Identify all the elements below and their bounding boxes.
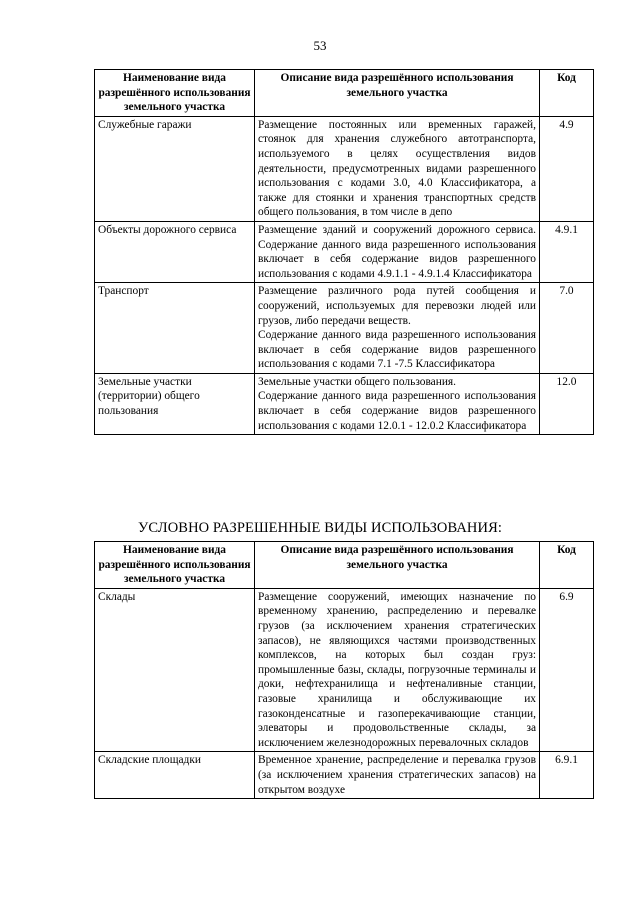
header-code: Код	[540, 542, 594, 589]
table-row	[95, 221, 594, 282]
permitted-use-table	[94, 69, 594, 435]
use-code: 6.9.1	[540, 752, 594, 799]
use-description-part: Размещение различного рода путей сообщения и сооружений, используемых для перевозки людей или грузов, либо передачи веществ.	[258, 285, 536, 327]
use-description-part: Земельные участки общего пользования.	[258, 375, 457, 388]
use-description-part: Содержание данного вида разрешенного использования включает в себя содержание видов разрешенного использования с кодами 7.1 -7.5 Классификатора	[258, 329, 536, 371]
use-description	[255, 283, 540, 374]
use-name: Служебные гаражи	[95, 116, 255, 221]
section-title: УСЛОВНО РАЗРЕШЕННЫЕ ВИДЫ ИСПОЛЬЗОВАНИЯ:	[138, 520, 502, 536]
use-name: Земельные участки (территории) общего пользования	[95, 373, 255, 434]
use-name: Склады	[95, 588, 255, 752]
use-name: Объекты дорожного сервиса	[95, 221, 255, 282]
use-description: Размещение сооружений, имеющих назначение по временному хранению, распределению и перевалке грузов (за исключением хранения стратегических запасов), не являющихся частями производственных комплексов, на которых был создан груз: промышленные базы, склады, погрузочные терминалы и доки, нефтехранилища и нефтеналивные станции, газовые хранилища и обслуживающие их газоконденсатные и газоперекачивающие станции, элеваторы и продовольственные склады, за исключением железнодорожных перевалочных складов	[255, 588, 540, 752]
use-code: 4.9	[540, 116, 594, 221]
header-name: Наименование вида разрешённого использования земельного участка	[95, 542, 255, 589]
header-name: Наименование вида разрешённого использования земельного участка	[95, 70, 255, 117]
page-number: 53	[313, 38, 327, 53]
header-description: Описание вида разрешённого использования земельного участка	[255, 70, 540, 117]
table-row	[95, 116, 594, 221]
use-code: 4.9.1	[540, 221, 594, 282]
use-description: Временное хранение, распределение и перевалка грузов (за исключением хранения стратегических запасов) на открытом воздухе	[255, 752, 540, 799]
use-code: 7.0	[540, 283, 594, 374]
table-header-row	[95, 542, 594, 589]
table-header-row	[95, 70, 594, 117]
conditional-use-table	[94, 541, 594, 799]
header-code: Код	[540, 70, 594, 117]
use-description: Размещение постоянных или временных гаражей, стоянок для хранения служебного автотранспорта, используемого в целях осуществления видов деятельности, предусмотренных видами разрешенного использования с кодами 3.0, 4.0 Классификатора, а также для стоянки и хранения транспортных средств общего пользования, в том числе в депо	[255, 116, 540, 221]
use-description: Размещение зданий и сооружений дорожного сервиса. Содержание данного вида разрешенного использования включает в себя содержание видов разрешенного использования с кодами 4.9.1.1 - 4.9.1.4 Классификатора	[255, 221, 540, 282]
table-row	[95, 588, 594, 752]
use-description	[255, 373, 540, 434]
use-name: Транспорт	[95, 283, 255, 374]
use-code: 12.0	[540, 373, 594, 434]
header-description: Описание вида разрешённого использования земельного участка	[255, 542, 540, 589]
use-name: Складские площадки	[95, 752, 255, 799]
table-row	[95, 752, 594, 799]
use-code: 6.9	[540, 588, 594, 752]
table-row	[95, 373, 594, 434]
table-row	[95, 283, 594, 374]
use-description-part: Содержание данного вида разрешенного использования включает в себя содержание видов разрешенного использования с кодами 12.0.1 - 12.0.2 Классификатора	[258, 390, 536, 432]
